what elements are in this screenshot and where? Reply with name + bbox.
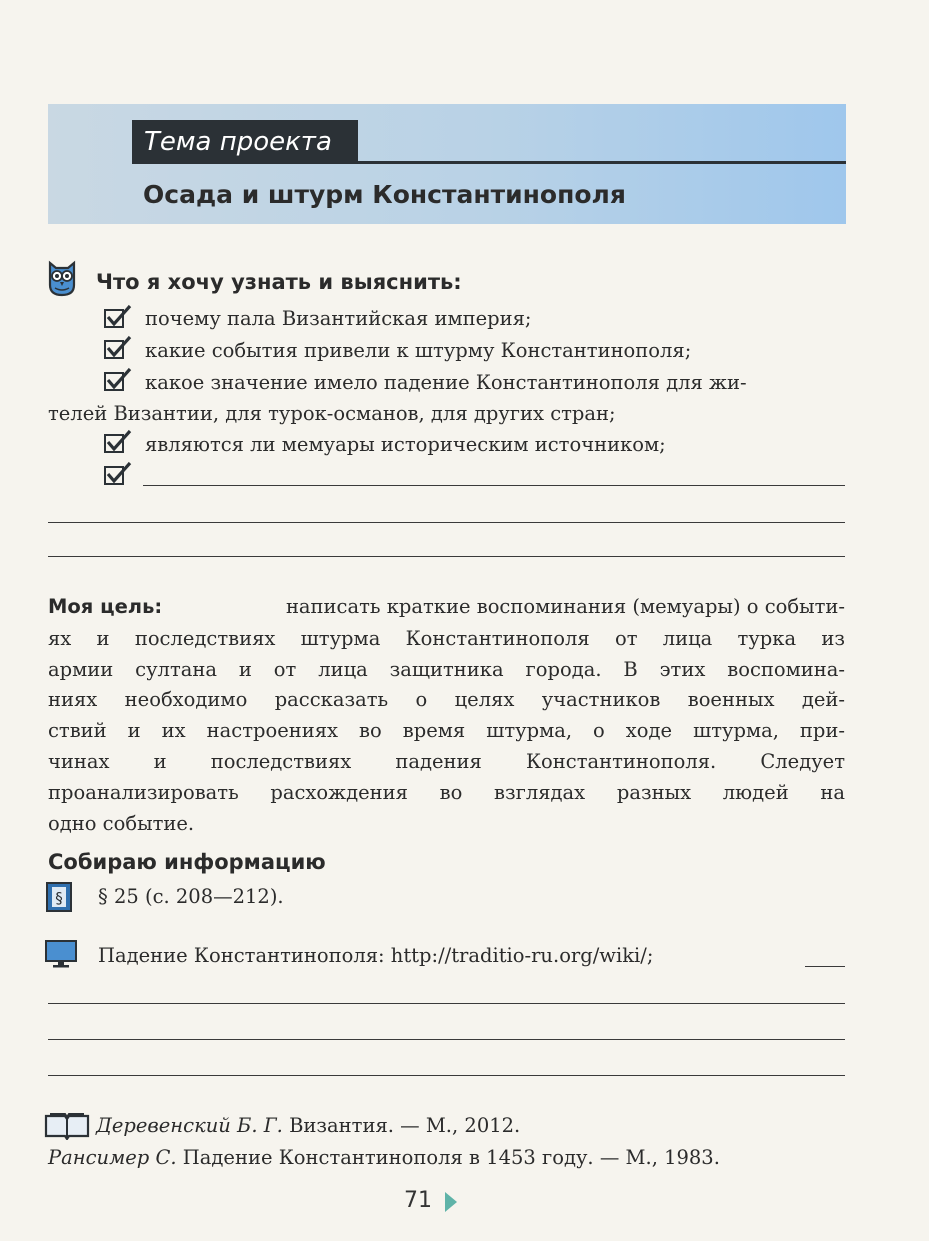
learn-heading: Что я хочу узнать и выяснить: — [96, 270, 462, 294]
next-page-arrow-icon — [444, 1191, 458, 1213]
book-author: Рансимер С. — [48, 1146, 177, 1169]
blank-answer-line[interactable] — [143, 485, 845, 486]
learn-item: являются ли мемуары историческим источником; — [145, 433, 666, 456]
blank-answer-line[interactable] — [48, 556, 845, 557]
learn-item: какие события привели к штурму Константинополя; — [145, 339, 692, 362]
goal-line: проанализировать расхождения во взглядах разных людей на — [48, 781, 845, 804]
blank-answer-line[interactable] — [48, 522, 845, 523]
book-reference: Рансимер С. Падение Константинополя в 1453 году. — М., 1983. — [48, 1146, 720, 1169]
web-reference: Падение Константинополя: http://traditio-ru.org/wiki/; — [98, 944, 654, 967]
computer-monitor-icon — [45, 940, 77, 968]
blank-answer-line[interactable] — [48, 1075, 845, 1076]
page-number: 71 — [404, 1188, 432, 1213]
goal-line: одно событие. — [48, 812, 195, 835]
owl-icon — [45, 259, 79, 297]
svg-text:§: § — [55, 889, 63, 907]
open-book-icon — [44, 1112, 90, 1140]
project-title: Осада и штурм Константинополя — [143, 180, 626, 209]
goal-label: Моя цель: — [48, 595, 163, 618]
checkbox-checked-icon — [103, 367, 133, 393]
goal-line: ниях необходимо рассказать о целях участников военных дей- — [48, 688, 845, 711]
learn-item: почему пала Византийская империя; — [145, 307, 532, 330]
textbook-paragraph-icon — [46, 882, 72, 912]
goal-line: ях и последствиях штурма Константинополя от лица турка из — [48, 627, 845, 650]
header-divider — [132, 161, 846, 164]
checkbox-checked-icon — [103, 429, 133, 455]
paragraph-reference: § 25 (с. 208—212). — [98, 885, 284, 908]
goal-line: чинах и последствиях падения Константинополя. Следует — [48, 750, 845, 773]
goal-line: ствий и их настроениях во время штурма, о ходе штурма, при- — [48, 719, 845, 742]
checkbox-checked-icon — [103, 304, 133, 330]
learn-item-continued: телей Византии, для турок-османов, для других стран; — [48, 402, 616, 425]
checkbox-checked-icon — [103, 461, 133, 487]
book-author: Деревенский Б. Г. — [96, 1114, 283, 1137]
project-theme-label: Тема проекта — [132, 120, 358, 164]
blank-answer-line[interactable] — [48, 1039, 845, 1040]
info-heading: Собираю информацию — [48, 850, 326, 874]
goal-line: Моя цель: написать краткие воспоминания (мемуары) о событи- — [48, 595, 845, 618]
book-reference: Деревенский Б. Г. Византия. — М., 2012. — [96, 1114, 521, 1137]
blank-answer-line[interactable] — [805, 966, 845, 967]
checkbox-checked-icon — [103, 335, 133, 361]
learn-item: какое значение имело падение Константинополя для жи- — [145, 371, 747, 394]
blank-answer-line[interactable] — [48, 1003, 845, 1004]
goal-line: армии султана и от лица защитника города. В этих воспомина- — [48, 658, 845, 681]
